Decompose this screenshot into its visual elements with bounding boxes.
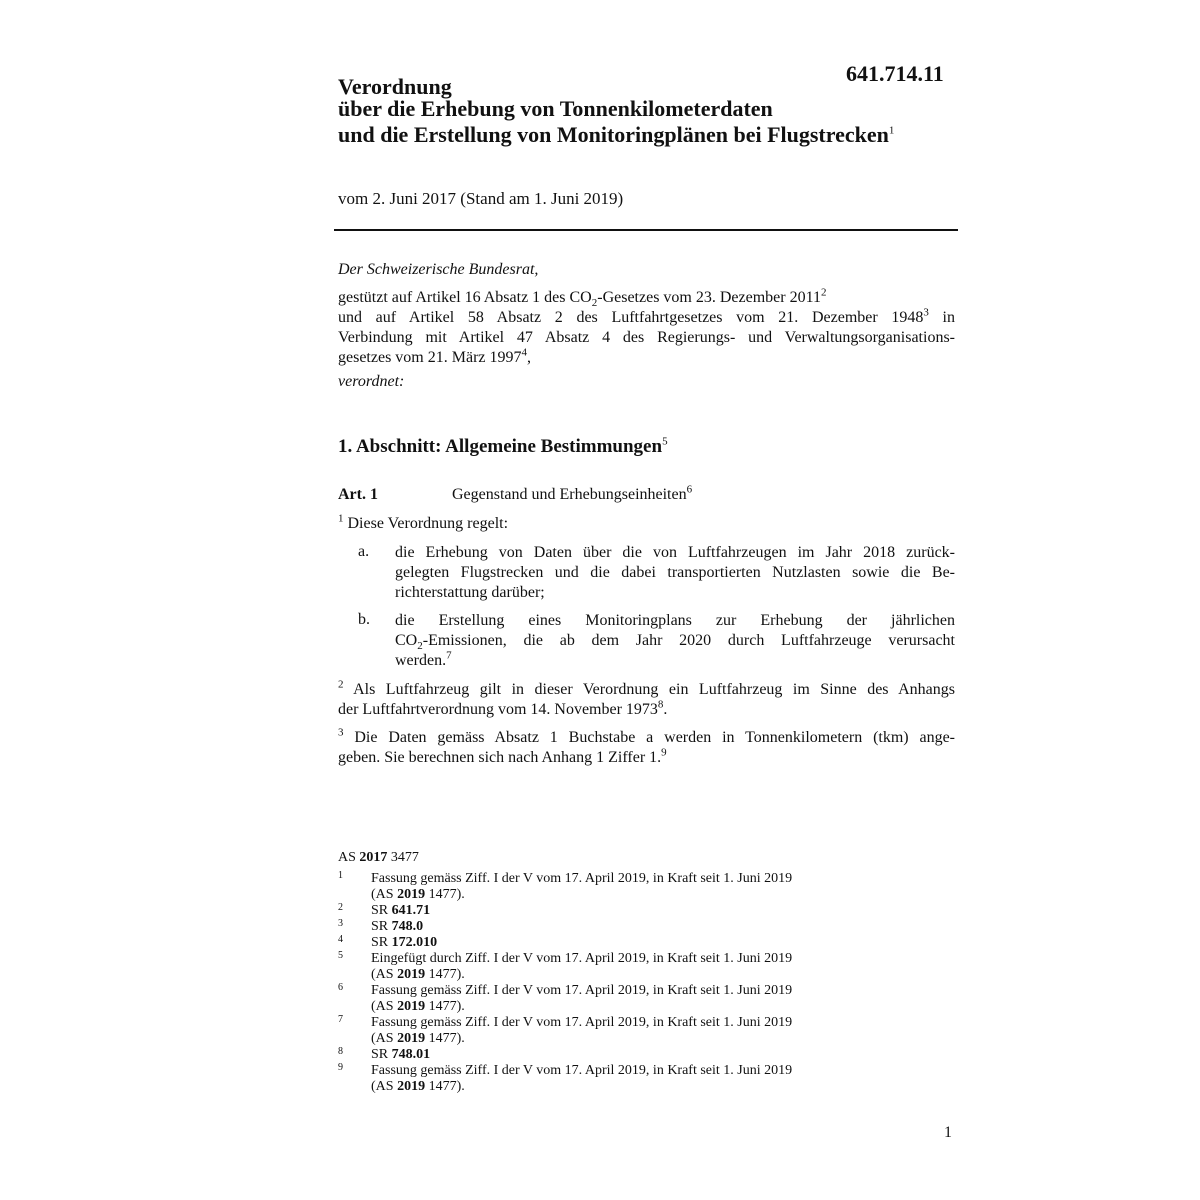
- footnote-9-number: 9: [338, 1062, 343, 1073]
- footnote-6-year: 2019: [397, 999, 426, 1014]
- footnote-2-number: 2: [338, 902, 343, 913]
- title-line-3-text: und die Erstellung von Monitoringplänen bei Flugstrecken: [338, 122, 889, 147]
- footnote-5-year: 2019: [397, 967, 426, 982]
- footnote-ref-3[interactable]: 3: [923, 306, 929, 319]
- co2-subscript: 2: [591, 297, 598, 310]
- title-line-1: Verordnung: [338, 74, 452, 99]
- paragraph-2-line-1: [338, 680, 955, 700]
- co2-subscript-b: 2: [417, 640, 423, 653]
- preamble-line-3: Verbindung mit Artikel 47 Absatz 4 des Regierungs- und Verwaltungsorganisations-: [338, 329, 955, 346]
- preamble-line-2-b: in: [928, 309, 955, 326]
- footnote-1-line-1: Fassung gemäss Ziff. I der V vom 17. April 2019, in Kraft seit 1. Juni 2019: [371, 871, 793, 886]
- paragraph-number-2: 2: [338, 678, 344, 691]
- footnote-6-pre: (AS: [371, 999, 398, 1014]
- footnote-9-pre: (AS: [371, 1079, 398, 1094]
- footnote-2-sr: 641.71: [391, 903, 431, 918]
- preamble-line-4-a: gesetzes vom 21. März 1997: [338, 349, 522, 366]
- footnote-5-pre: (AS: [371, 967, 398, 982]
- footnote-ref-2[interactable]: 2: [821, 286, 827, 299]
- paragraph-1-intro: [338, 514, 508, 534]
- footnote-ref-5[interactable]: 5: [662, 435, 668, 448]
- paragraph-3-line-1-text: Die Daten gemäss Absatz 1 Buchstabe a werden in Tonnenkilometern (tkm) ange-: [354, 729, 956, 746]
- paragraph-number-1: 1: [338, 512, 344, 525]
- footnote-3-text: [371, 919, 423, 935]
- footnote-9-line-2: [371, 1079, 465, 1095]
- footnote-9-post: 1477).: [425, 1079, 465, 1094]
- footnote-7-line-1: Fassung gemäss Ziff. I der V vom 17. April 2019, in Kraft seit 1. Juni 2019: [371, 1015, 793, 1030]
- footnote-6-number: 6: [338, 982, 343, 993]
- footnote-7-number: 7: [338, 1014, 343, 1025]
- date-line: vom 2. Juni 2017 (Stand am 1. Juni 2019): [338, 189, 624, 208]
- footnote-ref-7[interactable]: 7: [446, 649, 452, 662]
- footnote-source: [338, 850, 419, 866]
- preamble-line-4: [338, 348, 955, 368]
- footnote-4-text: [371, 935, 437, 951]
- item-b-line-2-b: -Emissionen, die ab dem Jahr 2020 durch Luftfahrzeuge verursacht: [422, 632, 955, 649]
- section-title: 1. Abschnitt: Allgemeine Bestimmungen: [338, 436, 663, 457]
- preamble-line-2-a: und auf Artikel 58 Absatz 2 des Luftfahrtgesetzes vom 21. Dezember 1948: [338, 309, 924, 326]
- item-a-text: [395, 543, 955, 603]
- footnote-5-number: 5: [338, 950, 343, 961]
- item-b-line-1: die Erstellung eines Monitoringplans zur Erhebung der jährlichen: [395, 612, 955, 629]
- footnote-4-pre: SR: [371, 935, 392, 950]
- footnote-3-pre: SR: [371, 919, 392, 934]
- footnote-6-post: 1477).: [425, 999, 465, 1014]
- source-page: 3477: [387, 850, 419, 865]
- title-line-2: über die Erhebung von Tonnenkilometerdaten: [338, 96, 773, 121]
- footnote-8-sr: 748.01: [391, 1047, 431, 1062]
- paragraph-number-3: 3: [338, 726, 344, 739]
- paragraph-2-line-2: [338, 700, 955, 720]
- footnote-3-number: 3: [338, 918, 343, 929]
- footnote-9-year: 2019: [397, 1079, 426, 1094]
- section-heading: [338, 436, 668, 458]
- footnote-4-number: 4: [338, 934, 343, 945]
- footnote-1-post: 1477).: [425, 887, 465, 902]
- footnote-5-line-2: [371, 967, 465, 983]
- source-year: 2017: [359, 850, 388, 865]
- preamble-line-2: [338, 308, 955, 328]
- footnote-3-sr: 748.0: [391, 919, 424, 934]
- footnote-7-post: 1477).: [425, 1031, 465, 1046]
- title-line-3: [338, 122, 894, 148]
- footnote-7-line-2: [371, 1031, 465, 1047]
- footnote-6-line-2: [371, 999, 465, 1015]
- footnote-ref-1[interactable]: 1: [888, 124, 895, 137]
- item-a-line-1: die Erhebung von Daten über die von Luftfahrzeugen im Jahr 2018 zurück-: [395, 544, 955, 561]
- preamble-line-1: [338, 288, 955, 308]
- footnote-1-number: 1: [338, 870, 343, 881]
- source-prefix: AS: [338, 850, 360, 865]
- paragraph-2-line-2-text: der Luftfahrtverordnung vom 14. November 1973: [338, 701, 658, 718]
- footnote-2-text: [371, 903, 430, 919]
- paragraph-3-line-2-text: geben. Sie berechnen sich nach Anhang 1 Ziffer 1.: [338, 749, 662, 766]
- footnote-ref-9[interactable]: 9: [661, 746, 667, 759]
- footnote-5-post: 1477).: [425, 967, 465, 982]
- footnote-ref-6[interactable]: 6: [686, 483, 693, 496]
- item-b-letter: b.: [358, 611, 370, 628]
- sr-number: 641.714.11: [846, 61, 944, 86]
- item-b-text: [395, 611, 955, 671]
- paragraph-3-line-1: [338, 728, 955, 748]
- footnote-7-year: 2019: [397, 1031, 426, 1046]
- header-divider: [334, 229, 958, 231]
- footnote-4-sr: 172.010: [391, 935, 438, 950]
- article-number: Art. 1: [338, 486, 378, 503]
- preamble-line-4-b: ,: [527, 349, 532, 366]
- item-b-line-2-a: CO: [395, 632, 418, 649]
- preamble-text: [338, 288, 955, 368]
- item-a-line-2: gelegten Flugstrecken und die dabei transportierten Nutzlasten sowie die Be-: [395, 564, 955, 581]
- paragraph-1-text: Diese Verordnung regelt:: [347, 515, 509, 532]
- item-b-line-3: [395, 651, 955, 671]
- footnote-6-line-1: Fassung gemäss Ziff. I der V vom 17. April 2019, in Kraft seit 1. Juni 2019: [371, 983, 793, 998]
- footnote-1-line-2: [371, 887, 465, 903]
- footnote-9-line-1: Fassung gemäss Ziff. I der V vom 17. April 2019, in Kraft seit 1. Juni 2019: [371, 1063, 793, 1078]
- footnote-8-pre: SR: [371, 1047, 392, 1062]
- footnote-1-year: 2019: [397, 887, 426, 902]
- footnote-2-pre: SR: [371, 903, 392, 918]
- item-b-line-2: [395, 631, 955, 651]
- article-title: [452, 483, 693, 504]
- page-number: 1: [944, 1124, 952, 1141]
- item-b-line-3-text: werden.: [395, 652, 447, 669]
- paragraph-3: [338, 728, 955, 768]
- footnote-8-number: 8: [338, 1046, 343, 1057]
- footnote-1-pre: (AS: [371, 887, 398, 902]
- preamble-line-1-a: gestützt auf Artikel 16 Absatz 1 des CO: [338, 289, 592, 306]
- footnote-ref-8[interactable]: 8: [657, 698, 664, 711]
- paragraph-2-line-1-text: Als Luftfahrzeug gilt in dieser Verordnung ein Luftfahrzeug im Sinne des Anhangs: [353, 681, 955, 698]
- preamble-line-1-b: -Gesetzes vom 23. Dezember 2011: [597, 289, 822, 306]
- footnote-ref-4[interactable]: 4: [521, 346, 528, 359]
- paragraph-3-line-2: [338, 748, 955, 768]
- preamble-decree: verordnet:: [338, 373, 405, 390]
- paragraph-2-end: .: [663, 701, 668, 718]
- preamble-authority: Der Schweizerische Bundesrat,: [338, 261, 539, 278]
- footnote-8-text: [371, 1047, 430, 1063]
- footnote-7-pre: (AS: [371, 1031, 398, 1046]
- item-a-letter: a.: [358, 543, 370, 560]
- article-title-text: Gegenstand und Erhebungseinheiten: [452, 486, 687, 503]
- footnote-5-line-1: Eingefügt durch Ziff. I der V vom 17. April 2019, in Kraft seit 1. Juni 2019: [371, 951, 793, 966]
- item-a-line-3: richterstattung darüber;: [395, 584, 545, 601]
- paragraph-2: [338, 680, 955, 720]
